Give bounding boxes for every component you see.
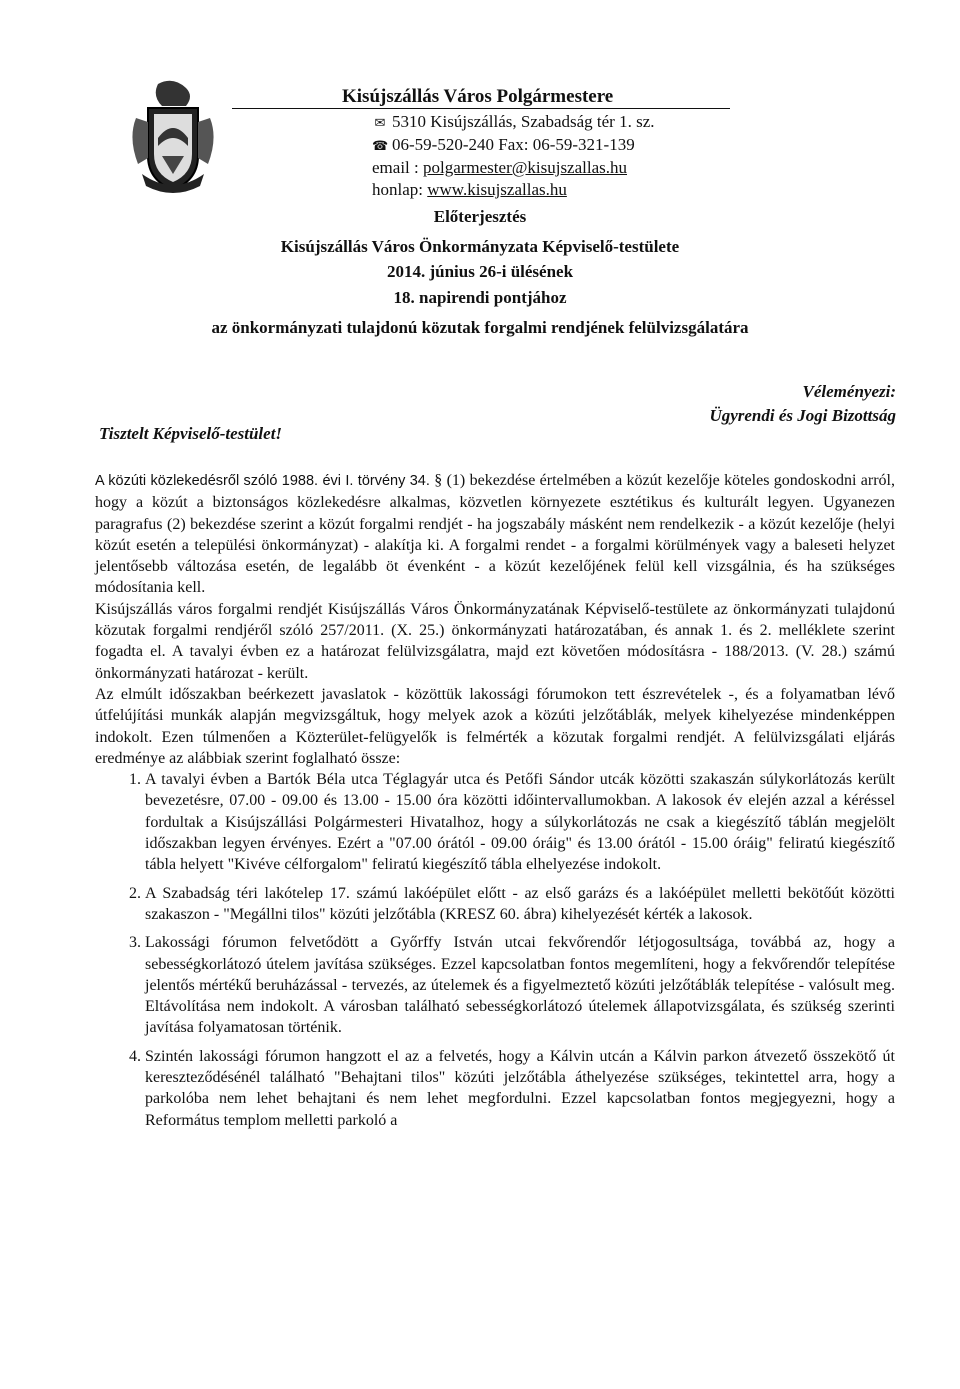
letterhead-phone-line (372, 134, 752, 157)
email-link[interactable]: polgarmester@kisujszallas.hu (422, 158, 628, 177)
letterhead-address-line (372, 111, 752, 134)
agenda-item: 18. napirendi pontjához (393, 288, 567, 307)
review-committee: Ügyrendi és Jogi Bizottság (709, 406, 896, 425)
document-body (95, 470, 895, 1138)
city-coat-of-arms-icon (128, 78, 218, 196)
document-subject: az önkormányzati tulajdonú közutak forgalmi rendjének felülvizsgálatára (211, 318, 749, 337)
paragraph-1 (95, 470, 895, 599)
web-link[interactable]: www.kisujszallas.hu (427, 180, 567, 199)
review-block (709, 380, 896, 428)
list-item: 1. A tavalyi évben a Bartók Béla utca Téglagyár utca és Petőfi Sándor utcák közötti szakaszán súlykorlátozás került bevezetésre, 07.00 - 09.00 és 13.00 - 15.00 óra közötti időintervallumokban. A lakosok év elején azzal a kéréssel fordultak a Kisújszállási Polgármesteri Hivatalhoz, hogy a súlykorlátozás ne csak a kiegészítő táblán megjelölt időszakban legyen érvényes. Ezért a "07.00 órától - 09.00 óráig" és 13.00 órától - 15.00 óráig" feliratú kiegészítő tábla helyett "Kivéve célforgalom" feliratú kiegészítő tábla elhelyezése indokolt. (145, 769, 895, 875)
letterhead-title: Kisújszállás Város Polgármestere (342, 86, 614, 107)
telephone-icon: ☎ (372, 138, 389, 153)
review-label: Véleményezi: (802, 382, 896, 401)
salutation: Tisztelt Képviselő-testület! (99, 424, 283, 443)
letterhead-address: 5310 Kisújszállás, Szabadság tér 1. sz. (392, 112, 655, 131)
meeting-date: 2014. június 26-i ülésének (386, 262, 574, 281)
letterhead (232, 86, 752, 201)
paragraph-1-rest: § (1) bekezdése értelmében a közút kezelője köteles gondoskodni arról, hogy a közút a biztonságos közlekedésre alkalmas, közvetlen környezete esztétikus és kulturált legyen. (95, 472, 895, 512)
findings-list (95, 769, 895, 1131)
addressee-body: Kisújszállás Város Önkormányzata Képviselő-testülete (280, 237, 680, 256)
letterhead-email-line (372, 157, 752, 179)
paragraph-1-lead: A közúti közlekedésről szóló 1988. évi I. törvény 34. (95, 473, 430, 489)
letterhead-rule (232, 108, 730, 109)
list-item: 3. Lakossági fórumon felvetődött a Győrffy István utcai fekvőrendőr létjogosultsága, továbbá az, hogy a sebességkorlátozó útelem javítása szükséges. Ezzel kapcsolatban fontos megemlíteni, hogy a fekvőrendőr telepítése jelentős mértékű beruházással - tervezés, az útelemek és a figyelmeztető közúti jelzőtáblák telepítése - valósult meg. Eltávolítása nem indokolt. A városban található sebességkorlátozó útelemek állapotvizsgálata, és szükség szerinti javítása folyamatosan történik. (145, 932, 895, 1038)
email-label: email : (372, 158, 423, 177)
list-item: 2. A Szabadság téri lakótelep 17. számú lakóépület előtt - az első garázs és a lakóépület melletti bekötőút közötti szakaszon - "Megállni tilos" közúti jelzőtábla (KRESZ 60. ábra) kihelyezését kérték a lakosok. (145, 883, 895, 926)
web-label: honlap: (372, 180, 428, 199)
paragraph-1-second: Ugyanezen paragrafus (2) bekezdése szerint a közút forgalmi rendjét - ha jogszabály másként nem rendelkezik - a közút kezelője (helyi közút esetén a települési önkormányzat) - alakítja ki. A forgalmi rendet - a forgalmi körülmények vagy a baleseti helyzet jelentősebb változása esetén, de legalább öt évenként - a közút kezelőjének felül kell vizsgálnia, és ha szükséges módosítania kell. (95, 494, 896, 597)
letterhead-web-line (372, 179, 752, 201)
paragraph-2: Kisújszállás város forgalmi rendjét Kisújszállás Város Önkormányzatának Képviselő-testülete az önkormányzati tulajdonú közutak forgalmi rendjéről szóló 257/2011. (X. 25.) önkormányzati határozatában, és annak 1. és 2. melléklete szerint fogadta el. A tavalyi évben ez a határozat felülvizsgálatra, majd ezt követően módosításra - 188/2013. (V. 28.) számú önkormányzati határozat - került. (95, 600, 895, 682)
envelope-icon: ✉ (374, 115, 386, 130)
letterhead-phone: 06-59-520-240 Fax: 06-59-321-139 (392, 135, 635, 154)
list-item: 4. Szintén lakossági fórumon hangzott el az a felvetés, hogy a Kálvin utcán a Kálvin parkon átvezető összekötő út kereszteződésénél található "Behajtani tilos" közúti jelzőtábla áthelyezése szükséges, tekintettel arra, hogy a parkolóba nem lehet behajtani és nem lehet megfordulni. Ezzel kapcsolatban fontos megjegyezni, hogy a Református templom melletti parkoló a (145, 1046, 895, 1131)
paragraph-3: Az elmúlt időszakban beérkezett javaslatok - közöttük lakossági fórumokon tett észrevételek -, és a folyamatban lévő útfelújítási munkák alapján megvizsgáltuk, hogy melyek azok a közúti jelzőtáblák, melyek kihelyezése mindenképpen indokolt. Ezen túlmenően a Közterület-felügyelők is felmérték a közutak forgalmi rendjét. A felülvizsgálati eljárás eredménye az alábbiak szerint foglalható össze: (95, 685, 895, 767)
document-type: Előterjesztés (433, 207, 527, 226)
